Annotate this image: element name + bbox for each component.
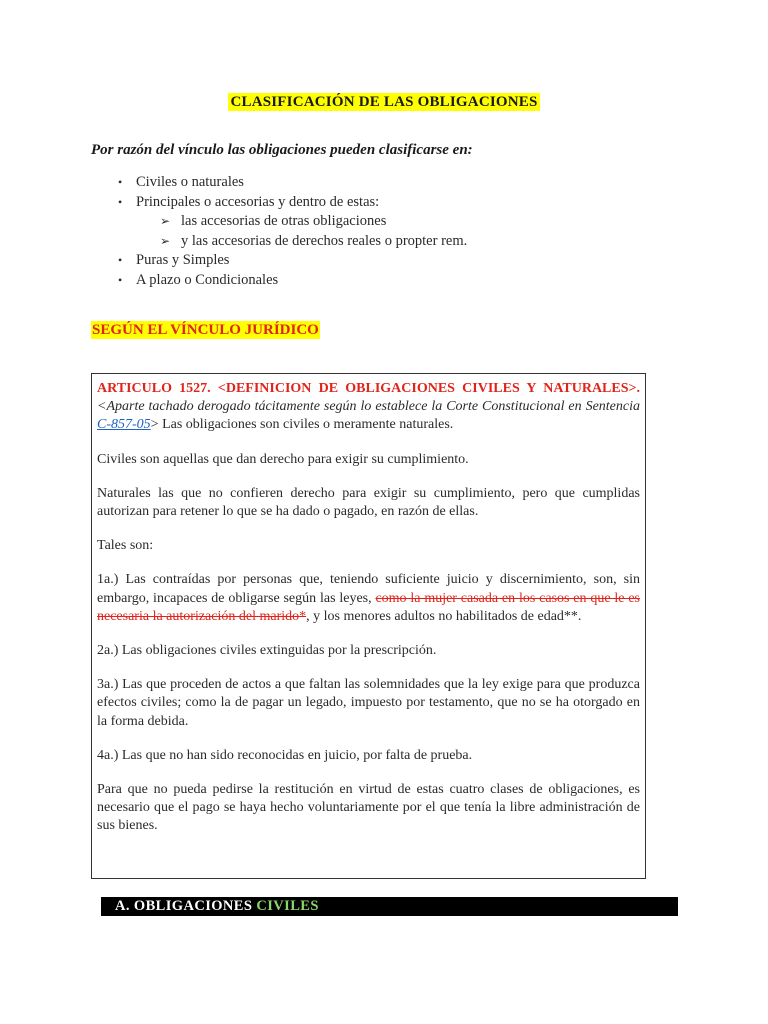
sub-list-item (118, 212, 467, 232)
arrow-bullet-icon: ➢ (160, 214, 171, 229)
article-paragraph: Naturales las que no confieren derecho para exigir su cumplimiento, pero que cumplidas autorizan para retener lo que se ha dado o pagado, en razón de ellas. (97, 485, 640, 520)
footer-heading-bar (101, 897, 678, 916)
list-item (118, 193, 467, 213)
page-title: CLASIFICACIÓN DE LAS OBLIGACIONES (230, 94, 538, 110)
list-item-label: Civiles o naturales (136, 174, 244, 190)
arrow-bullet-icon: ➢ (160, 233, 171, 248)
article-paragraph (97, 571, 640, 626)
article-box (91, 373, 646, 879)
article-paragraph: 3a.) Las que proceden de actos a que faltan las solemnidades que la ley exige para que produzca efectos civiles; como la de pagar un legado, impuesto por testamento, que no se ha otorgado en la forma debida. (97, 677, 640, 729)
section-heading: SEGÚN EL VÍNCULO JURÍDICO (92, 322, 319, 338)
bullet-icon: • (118, 253, 123, 268)
article-paragraph: Civiles son aquellas que dan derecho para exigir su cumplimiento. (97, 451, 469, 467)
bullet-icon: • (118, 175, 123, 189)
article-paragraph: 2a.) Las obligaciones civiles extinguidas por la prescripción. (97, 643, 437, 659)
list-item-label: Principales o accesorias y dentro de estas: (136, 193, 380, 210)
article-heading: ARTICULO 1527. <DEFINICION DE OBLIGACIONES CIVILES Y NATURALES>. (97, 381, 640, 396)
sub-list-item (118, 232, 467, 252)
article-text: , y los menores adultos no habilitados de edad**. (306, 608, 582, 624)
sub-list-item-label: y las accesorias de derechos reales o propter rem. (181, 232, 468, 249)
article-note-close: > (150, 417, 159, 433)
bullet-icon: • (118, 272, 123, 287)
article-paragraph: Tales son: (97, 538, 154, 554)
struck-text: como la mujer casada en los casos en que le es necesaria la autorización del marido* (97, 590, 640, 624)
section-heading-container (91, 321, 320, 339)
list-item-label: A plazo o Condicionales (136, 271, 279, 288)
article-note: <Aparte tachado derogado tácitamente según lo establece la Corte Constitucional en Sentencia (97, 399, 640, 415)
article-text: 1a.) Las contraídas por personas que, teniendo suficiente juicio y discernimiento, son, sin embargo, incapaces de obligarse según las leyes, (97, 572, 640, 606)
article-text: Las obligaciones son civiles o meramente naturales. (158, 417, 454, 433)
title-container (0, 93, 768, 111)
classification-list (118, 173, 467, 291)
list-item (118, 173, 467, 193)
article-paragraph (97, 380, 640, 435)
list-item-label: Puras y Simples (136, 252, 230, 269)
list-item (118, 271, 467, 291)
bullet-icon: • (118, 194, 123, 209)
list-item (118, 251, 467, 271)
footer-heading-highlight: CIVILES (256, 898, 319, 914)
article-paragraph: 4a.) Las que no han sido reconocidas en juicio, por falta de prueba. (97, 747, 473, 763)
sentence-link[interactable]: C-857-05 (97, 417, 151, 433)
sub-list-item-label: las accesorias de otras obligaciones (181, 213, 387, 230)
intro-text: Por razón del vínculo las obligaciones pueden clasificarse en: (91, 142, 473, 158)
article-paragraph: Para que no pueda pedirse la restitución en virtud de estas cuatro clases de obligaciones, es necesario que el pago se haya hecho voluntariamente por el que tenía la libre administración de sus bienes. (97, 782, 640, 834)
footer-heading-prefix: A. OBLIGACIONES (115, 898, 257, 914)
